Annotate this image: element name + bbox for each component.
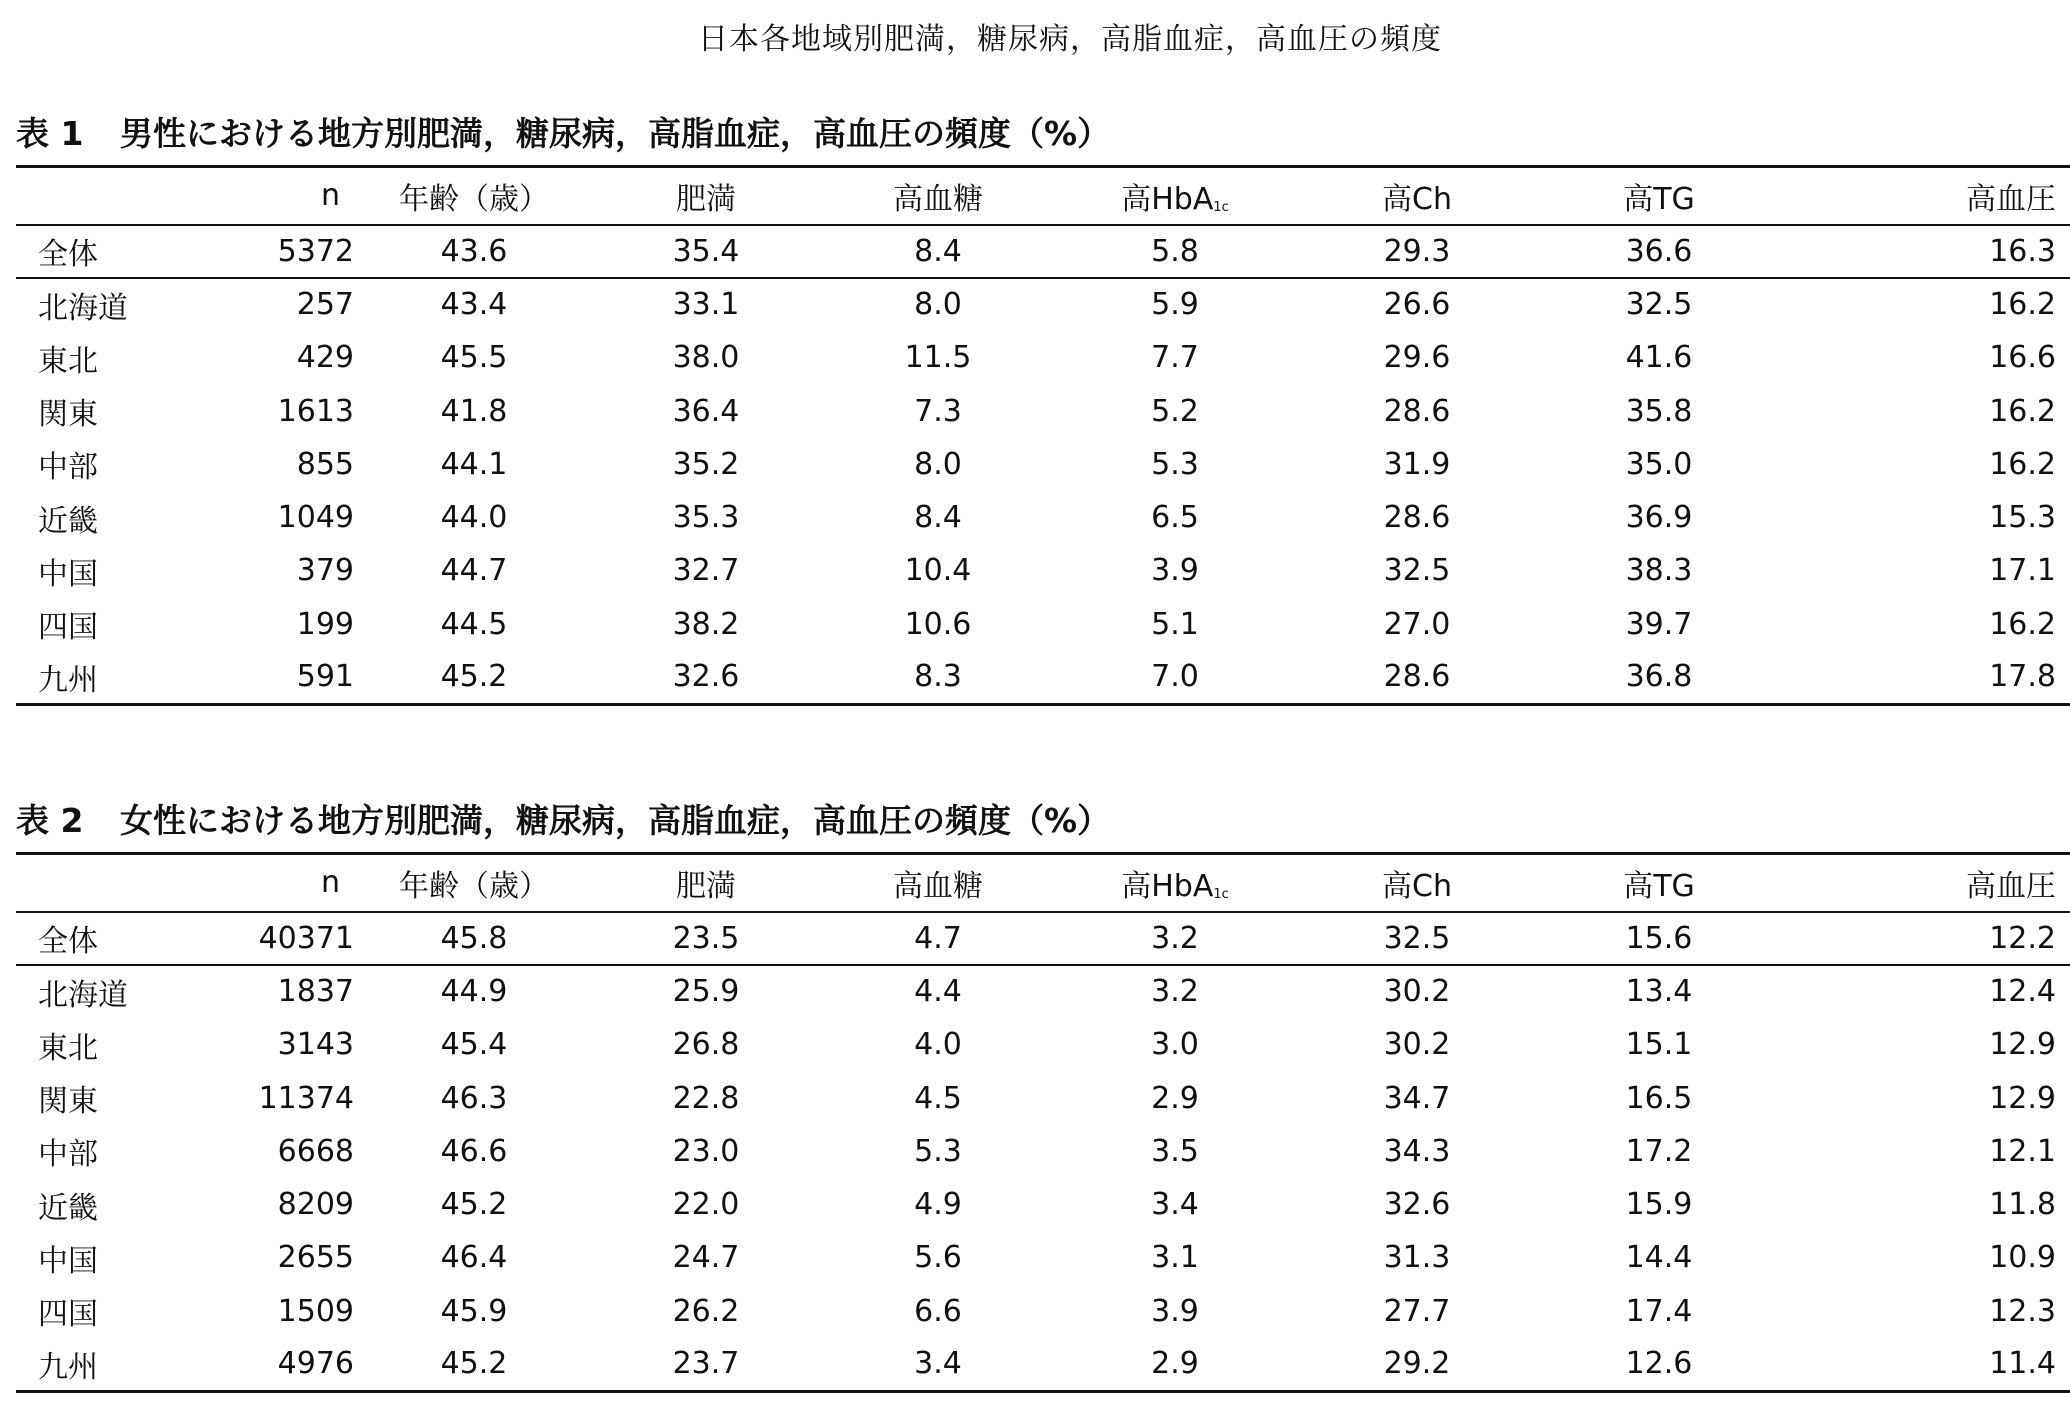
cell-region: 近畿 [38,503,98,539]
cell-n: 2655 [277,1240,354,1276]
cell-n: 1509 [277,1293,354,1329]
cell-high-hba1c: 7.0 [1151,659,1199,695]
table-row [16,912,2070,965]
cell-age: 46.6 [440,1133,508,1169]
cell-high-hba1c: 3.2 [1151,974,1199,1010]
cell-high-ch: 32.5 [1383,553,1451,589]
table-row [16,1231,2070,1284]
cell-high-tg: 39.7 [1625,606,1693,642]
cell-high-glucose: 10.6 [904,606,972,642]
cell-high-glucose: 4.9 [914,1187,962,1223]
table-row [16,651,2070,704]
table-row [16,384,2070,437]
cell-region: 北海道 [38,977,128,1013]
col-header-obesity: 肥満 [676,181,736,217]
cell-hypertension: 16.2 [1989,287,2056,323]
cell-hypertension: 16.2 [1989,446,2056,482]
cell-n: 379 [296,553,354,589]
table1-body [16,225,2070,705]
cell-high-tg: 14.4 [1625,1240,1693,1276]
cell-high-ch: 29.6 [1383,340,1451,376]
cell-region: 全体 [38,924,98,960]
cell-hypertension: 12.9 [1989,1080,2056,1116]
cell-age: 44.0 [440,500,508,536]
cell-obesity: 35.4 [672,233,740,269]
cell-hypertension: 12.1 [1989,1133,2056,1169]
col-header-obesity: 肥満 [676,868,736,904]
cell-high-ch: 34.3 [1383,1133,1451,1169]
cell-hypertension: 16.2 [1989,606,2056,642]
cell-high-hba1c: 5.3 [1151,446,1199,482]
col-header-hypertension: 高血圧 [1966,868,2056,904]
cell-region: 中国 [38,1243,98,1279]
cell-age: 44.9 [440,974,508,1010]
cell-obesity: 25.9 [672,974,740,1010]
col-header-region [16,854,186,912]
cell-obesity: 38.2 [672,606,740,642]
cell-high-glucose: 8.3 [914,659,962,695]
table-row [16,438,2070,491]
cell-obesity: 26.2 [672,1293,740,1329]
cell-high-hba1c: 3.9 [1151,1293,1199,1329]
cell-n: 4976 [277,1346,354,1382]
cell-hypertension: 12.3 [1989,1293,2056,1329]
cell-high-glucose: 7.3 [914,393,962,429]
cell-age: 43.4 [440,287,508,323]
cell-n: 1837 [277,974,354,1010]
table1 [16,165,2070,706]
cell-high-ch: 32.6 [1383,1187,1451,1223]
cell-high-tg: 17.2 [1625,1133,1693,1169]
cell-high-tg: 17.4 [1625,1293,1693,1329]
cell-n: 257 [296,287,354,323]
cell-obesity: 23.0 [672,1133,740,1169]
cell-n: 591 [296,659,354,695]
cell-high-ch: 27.0 [1383,606,1451,642]
cell-obesity: 22.0 [672,1187,740,1223]
cell-region: 北海道 [38,290,128,326]
cell-high-hba1c: 5.2 [1151,393,1199,429]
cell-high-ch: 29.3 [1383,233,1451,269]
cell-high-ch: 32.5 [1383,920,1451,956]
cell-high-hba1c: 3.5 [1151,1133,1199,1169]
table2-body [16,912,2070,1392]
cell-high-hba1c: 6.5 [1151,500,1199,536]
cell-hypertension: 17.8 [1989,659,2056,695]
cell-n: 199 [296,606,354,642]
cell-region: 関東 [38,397,98,433]
table1-header-row [16,167,2070,225]
cell-high-ch: 29.2 [1383,1346,1451,1382]
cell-high-hba1c: 3.0 [1151,1027,1199,1063]
cell-high-ch: 28.6 [1383,500,1451,536]
cell-high-tg: 35.8 [1625,393,1693,429]
table-row [16,598,2070,651]
cell-n: 6668 [277,1133,354,1169]
cell-high-tg: 12.6 [1625,1346,1693,1382]
col-header-high-glucose: 高血糖 [893,868,983,904]
cell-obesity: 23.7 [672,1346,740,1382]
cell-high-glucose: 10.4 [904,553,972,589]
cell-obesity: 36.4 [672,393,740,429]
table-row [16,1178,2070,1231]
table-row [16,544,2070,597]
cell-hypertension: 11.4 [1989,1346,2056,1382]
cell-n: 1049 [277,500,354,536]
cell-region: 東北 [38,1030,98,1066]
cell-age: 45.9 [440,1293,508,1329]
cell-hypertension: 16.2 [1989,393,2056,429]
cell-high-glucose: 5.6 [914,1240,962,1276]
table2-caption-text: 女性における地方別肥満，糖尿病，高脂血症，高血圧の頻度（%） [120,801,1111,840]
cell-obesity: 32.7 [672,553,740,589]
cell-region: 中部 [38,450,98,486]
col-header-hypertension: 高血圧 [1966,181,2056,217]
cell-age: 44.1 [440,446,508,482]
cell-n: 429 [296,340,354,376]
cell-high-tg: 35.0 [1625,446,1693,482]
cell-high-tg: 36.6 [1625,233,1693,269]
table2 [16,852,2070,1393]
cell-region: 九州 [38,662,98,698]
col-header-high-ch: 高Ch [1382,868,1452,904]
cell-age: 45.8 [440,920,508,956]
cell-region: 九州 [38,1349,98,1385]
cell-n: 8209 [277,1187,354,1223]
cell-n: 3143 [277,1027,354,1063]
cell-high-hba1c: 5.9 [1151,287,1199,323]
cell-hypertension: 12.4 [1989,974,2056,1010]
page-title: 日本各地域別肥満，糖尿病，高脂血症，高血圧の頻度 [698,22,1442,57]
cell-age: 41.8 [440,393,508,429]
cell-high-ch: 31.9 [1383,446,1451,482]
table-row [16,278,2070,331]
cell-obesity: 35.2 [672,446,740,482]
cell-age: 43.6 [440,233,508,269]
cell-obesity: 23.5 [672,920,740,956]
cell-region: 東北 [38,343,98,379]
col-header-age: 年齢（歳） [399,868,549,904]
cell-high-glucose: 8.0 [914,287,962,323]
col-header-high-ch: 高Ch [1382,181,1452,217]
table2-caption [16,795,2070,842]
cell-hypertension: 11.8 [1989,1187,2056,1223]
cell-high-glucose: 4.5 [914,1080,962,1116]
cell-obesity: 38.0 [672,340,740,376]
cell-high-hba1c: 3.9 [1151,553,1199,589]
cell-region: 全体 [38,237,98,273]
table1-block [16,108,2070,706]
table-row [16,1338,2070,1391]
cell-n: 40371 [258,920,354,956]
cell-region: 近畿 [38,1190,98,1226]
table2-block [16,795,2070,1393]
table-row [16,331,2070,384]
cell-n: 1613 [277,393,354,429]
cell-high-ch: 27.7 [1383,1293,1451,1329]
cell-hypertension: 10.9 [1989,1240,2056,1276]
table1-caption [16,108,2070,155]
table-row [16,1285,2070,1338]
cell-obesity: 26.8 [672,1027,740,1063]
cell-high-ch: 28.6 [1383,659,1451,695]
cell-region: 中国 [38,556,98,592]
cell-region: 四国 [38,610,98,646]
cell-high-hba1c: 7.7 [1151,340,1199,376]
cell-n: 5372 [277,233,354,269]
col-header-n: n [320,178,340,214]
cell-obesity: 24.7 [672,1240,740,1276]
cell-high-hba1c: 5.8 [1151,233,1199,269]
cell-high-tg: 32.5 [1625,287,1693,323]
cell-high-glucose: 4.4 [914,974,962,1010]
cell-high-glucose: 8.0 [914,446,962,482]
cell-obesity: 32.6 [672,659,740,695]
cell-high-glucose: 6.6 [914,1293,962,1329]
cell-age: 45.2 [440,659,508,695]
cell-high-tg: 13.4 [1625,974,1693,1010]
col-header-high-hba1c [1054,854,1296,912]
cell-age: 46.3 [440,1080,508,1116]
cell-high-ch: 30.2 [1383,1027,1451,1063]
col-header-high-tg: 高TG [1623,868,1695,904]
cell-age: 45.5 [440,340,508,376]
cell-hypertension: 15.3 [1989,500,2056,536]
cell-obesity: 22.8 [672,1080,740,1116]
cell-high-glucose: 3.4 [914,1346,962,1382]
cell-high-tg: 38.3 [1625,553,1693,589]
table2-caption-number: 表 2 [16,801,84,840]
table-row [16,1018,2070,1071]
col-header-high-hba1c-sub: 1c [1213,886,1229,902]
cell-high-tg: 36.8 [1625,659,1693,695]
cell-high-tg: 41.6 [1625,340,1693,376]
col-header-high-tg: 高TG [1623,181,1695,217]
cell-hypertension: 12.9 [1989,1027,2056,1063]
cell-n: 11374 [258,1080,354,1116]
cell-high-tg: 15.6 [1625,920,1693,956]
cell-region: 中部 [38,1137,98,1173]
cell-high-tg: 16.5 [1625,1080,1693,1116]
col-header-high-hba1c-sub: 1c [1213,199,1229,215]
cell-hypertension: 12.2 [1989,920,2056,956]
cell-high-glucose: 8.4 [914,500,962,536]
table-row [16,1071,2070,1124]
cell-age: 45.4 [440,1027,508,1063]
cell-obesity: 33.1 [672,287,740,323]
col-header-age: 年齢（歳） [399,181,549,217]
cell-high-ch: 34.7 [1383,1080,1451,1116]
cell-high-ch: 28.6 [1383,393,1451,429]
cell-high-tg: 36.9 [1625,500,1693,536]
cell-high-hba1c: 5.1 [1151,606,1199,642]
table-row [16,225,2070,278]
cell-high-ch: 30.2 [1383,974,1451,1010]
cell-high-hba1c: 2.9 [1151,1080,1199,1116]
cell-age: 45.2 [440,1346,508,1382]
cell-age: 45.2 [440,1187,508,1223]
table-row [16,965,2070,1018]
cell-obesity: 35.3 [672,500,740,536]
cell-high-hba1c: 3.2 [1151,920,1199,956]
col-header-high-hba1c-main: 高HbA [1121,868,1214,904]
cell-n: 855 [296,446,354,482]
cell-high-glucose: 4.0 [914,1027,962,1063]
cell-high-glucose: 5.3 [914,1133,962,1169]
cell-age: 44.5 [440,606,508,642]
cell-age: 46.4 [440,1240,508,1276]
table-row [16,1125,2070,1178]
cell-high-glucose: 4.7 [914,920,962,956]
cell-high-hba1c: 3.1 [1151,1240,1199,1276]
cell-hypertension: 16.3 [1989,233,2056,269]
cell-age: 44.7 [440,553,508,589]
cell-high-tg: 15.1 [1625,1027,1693,1063]
table1-caption-text: 男性における地方別肥満，糖尿病，高脂血症，高血圧の頻度（%） [120,114,1111,153]
cell-high-hba1c: 2.9 [1151,1346,1199,1382]
col-header-high-hba1c [1054,167,1296,225]
col-header-high-glucose: 高血糖 [893,181,983,217]
cell-hypertension: 17.1 [1989,553,2056,589]
cell-region: 関東 [38,1084,98,1120]
cell-hypertension: 16.6 [1989,340,2056,376]
cell-high-glucose: 11.5 [904,340,972,376]
table1-caption-number: 表 1 [16,114,84,153]
col-header-region [16,167,186,225]
cell-high-ch: 31.3 [1383,1240,1451,1276]
table-row [16,491,2070,544]
col-header-high-hba1c-main: 高HbA [1121,181,1214,217]
table2-header-row [16,854,2070,912]
cell-high-hba1c: 3.4 [1151,1187,1199,1223]
col-header-n: n [320,865,340,901]
cell-region: 四国 [38,1297,98,1333]
cell-high-glucose: 8.4 [914,233,962,269]
cell-high-ch: 26.6 [1383,287,1451,323]
cell-high-tg: 15.9 [1625,1187,1693,1223]
